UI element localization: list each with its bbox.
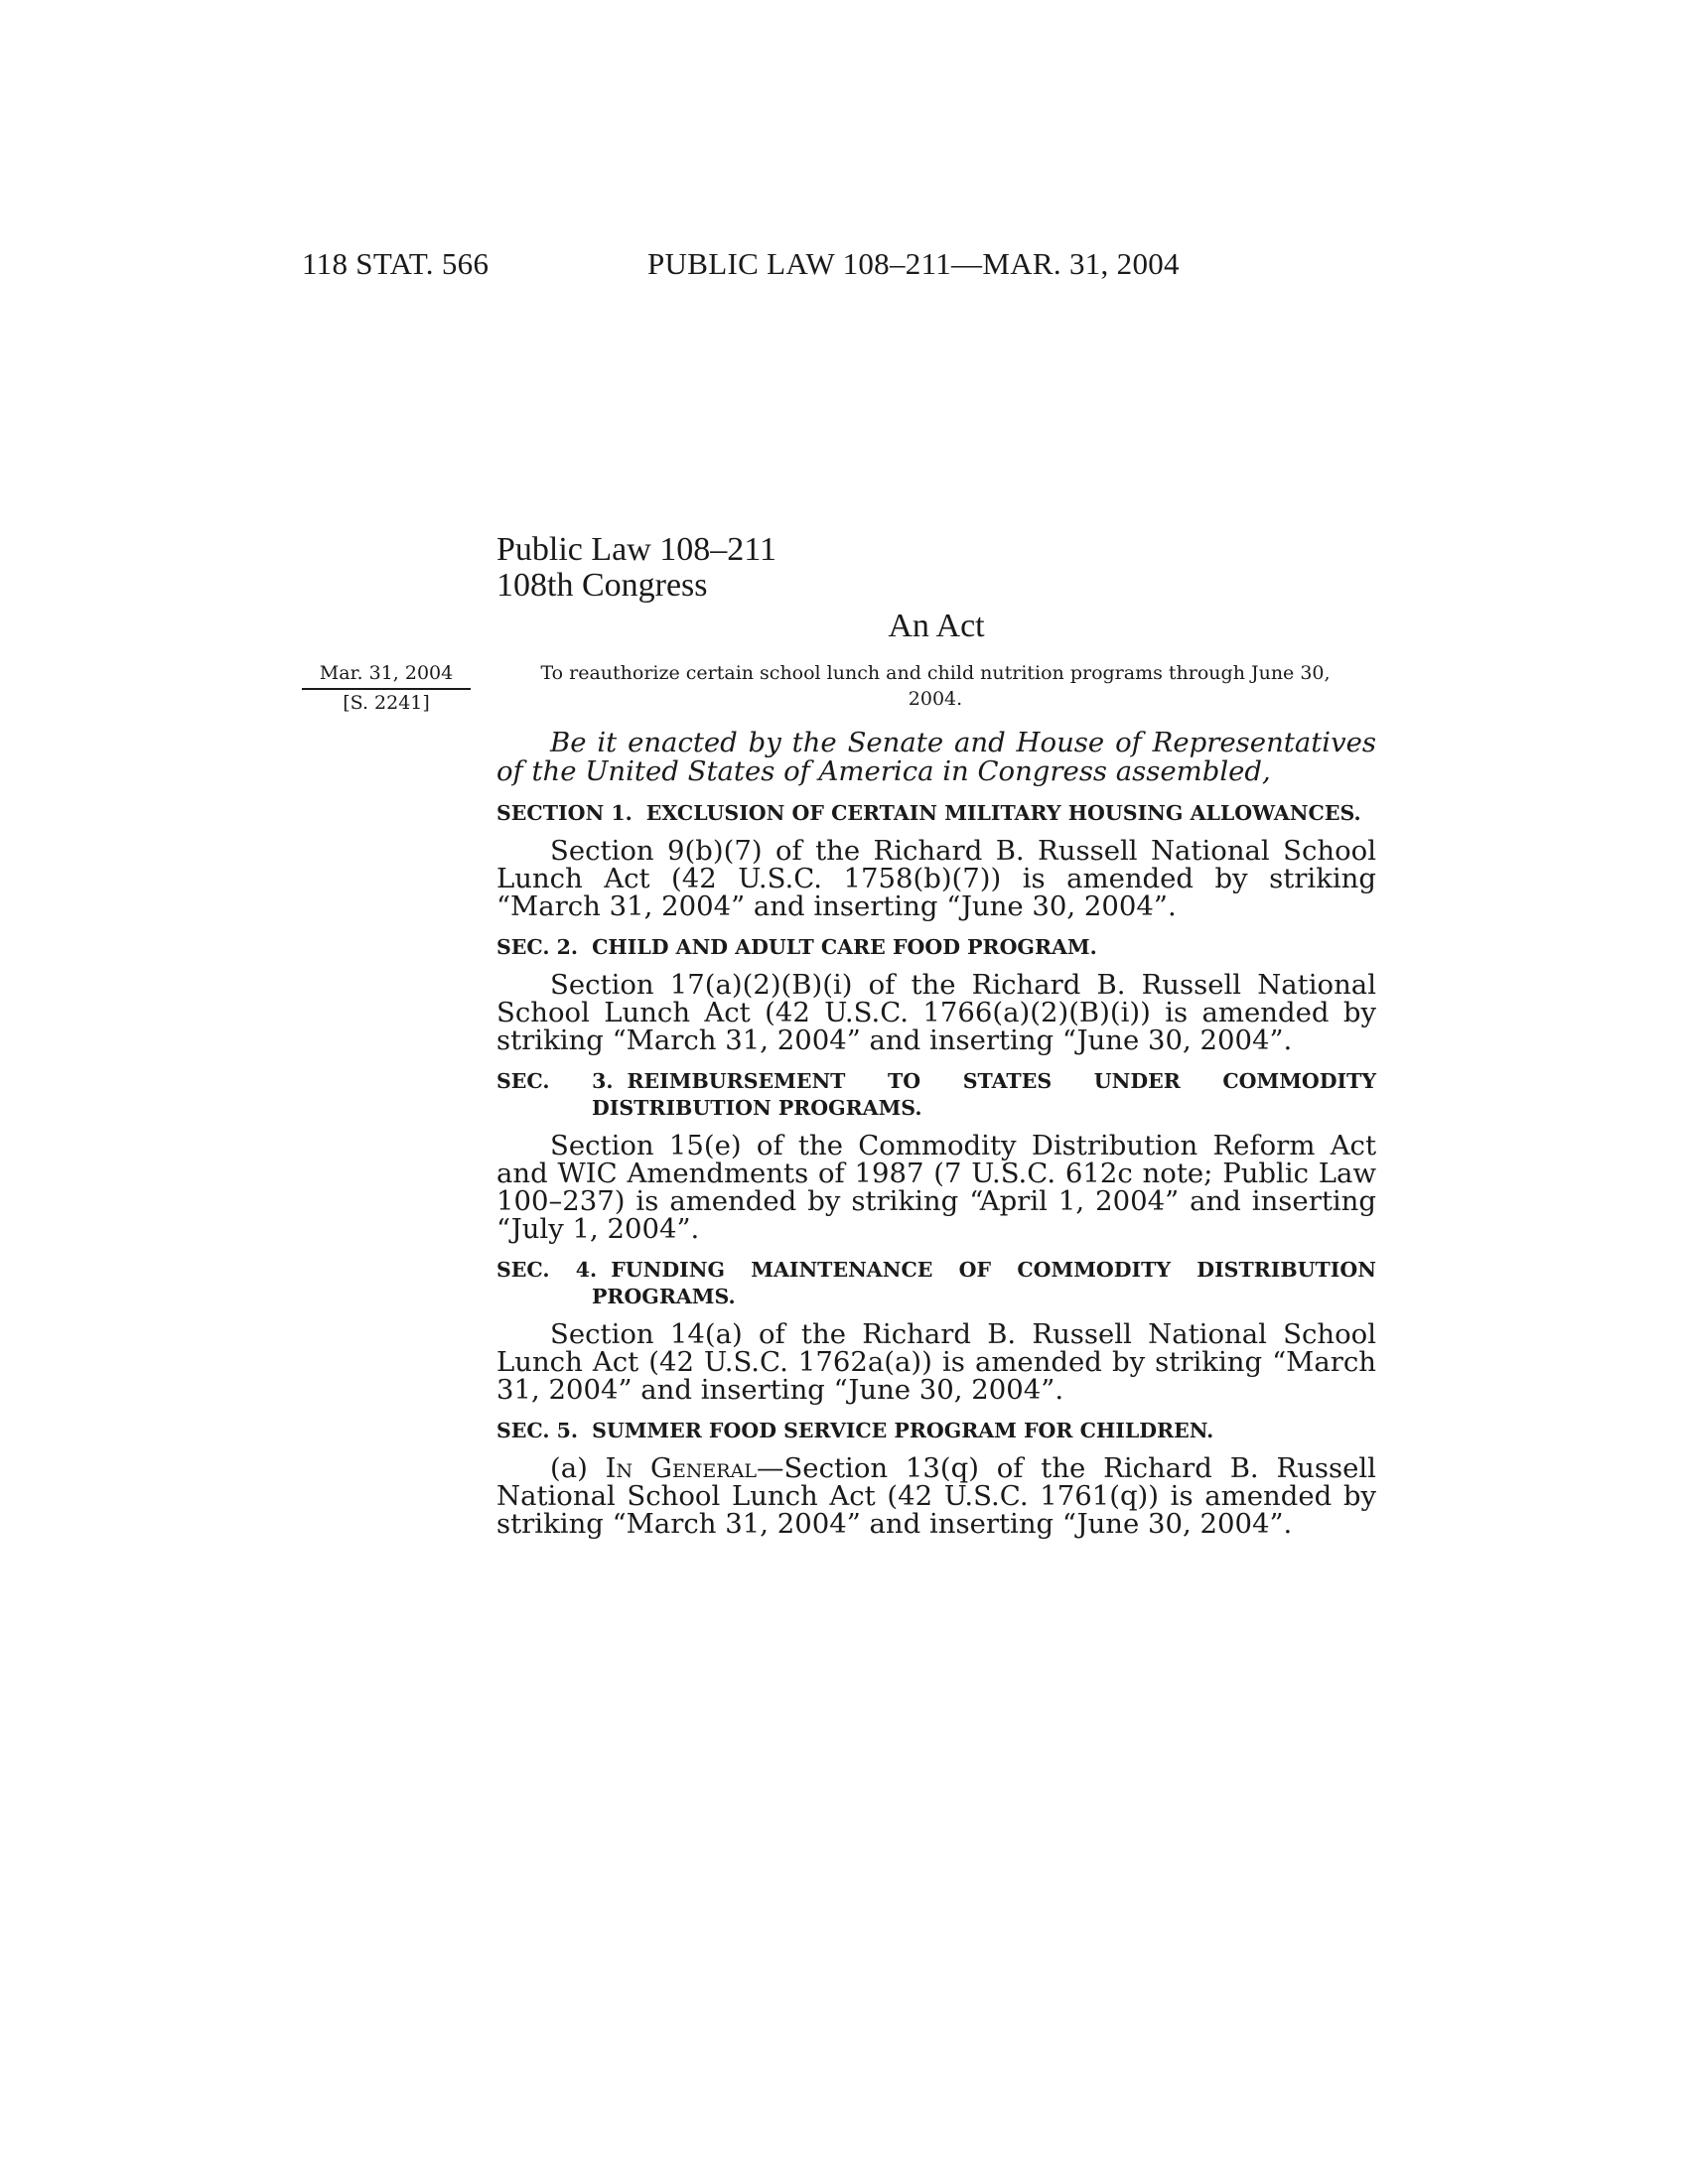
section-title: SUMMER FOOD SERVICE PROGRAM FOR CHILDREN. (592, 1419, 1214, 1442)
law-title-block (496, 532, 776, 604)
section-title: CHILD AND ADULT CARE FOOD PROGRAM. (592, 935, 1097, 959)
enactment-date: Mar. 31, 2004 (302, 660, 471, 690)
section-heading (496, 1418, 1376, 1444)
margin-note (302, 660, 471, 717)
section-title: EXCLUSION OF CERTAIN MILITARY HOUSING ALLOWANCES. (645, 801, 1361, 825)
act-heading: An Act (888, 608, 985, 644)
section-number: SEC. 5. (496, 1419, 579, 1442)
section-title: REIMBURSEMENT TO STATES UNDER COMMODITY DISTRIBUTION PROGRAMS. (592, 1069, 1377, 1120)
section-text: Section 17(a)(2)(B)(i) of the Richard B. Russell National School Lunch Act (42 U.S.C. 1766(a)(2)(B)(i)) is amended by striking “March 31, 2004” and inserting “June 30, 2004”. (496, 969, 1376, 1056)
section-number: SECTION 1. (496, 801, 633, 825)
congress-number: 108th Congress (496, 567, 708, 604)
subsection-text: —Section 13(q) of the Richard B. Russell National School Lunch Act (42 U.S.C. 1761(q)) is amended by striking “March 31, 2004” and inserting “June 30, 2004”. (496, 1452, 1376, 1540)
section-text (496, 1454, 1376, 1538)
law-number: Public Law 108–211 (496, 531, 777, 568)
section-title: FUNDING MAINTENANCE OF COMMODITY DISTRIBUTION PROGRAMS. (592, 1258, 1376, 1308)
act-purpose: To reauthorize certain school lunch and child nutrition programs through June 30, 2004. (540, 662, 1331, 710)
act-body (496, 729, 1376, 1548)
page-header (302, 246, 1215, 286)
section-number: SEC. 4. (496, 1258, 598, 1282)
section-heading (496, 934, 1376, 961)
running-head: PUBLIC LAW 108–211—MAR. 31, 2004 (647, 246, 1180, 281)
enacting-clause: Be it enacted by the Senate and House of Representatives of the United States of America in Congress assembled, (496, 727, 1376, 787)
bill-number: [S. 2241] (343, 692, 430, 714)
section-heading (496, 1068, 1376, 1122)
section-number: SEC. 3. (496, 1069, 614, 1093)
section-text: Section 9(b)(7) of the Richard B. Russell National School Lunch Act (42 U.S.C. 1758(b)(7)) is amended by striking “March 31, 2004” and inserting “June 30, 2004”. (496, 835, 1376, 922)
section-heading (496, 800, 1376, 827)
section-text: Section 14(a) of the Richard B. Russell National School Lunch Act (42 U.S.C. 1762a(a)) is amended by striking “March 31, 2004” and inserting “June 30, 2004”. (496, 1318, 1376, 1406)
section-heading (496, 1257, 1376, 1310)
statute-page-number: 118 STAT. 566 (302, 246, 490, 281)
section-text: Section 15(e) of the Commodity Distribution Reform Act and WIC Amendments of 1987 (7 U.S.C. 612c note; Public Law 100–237) is amended by striking “April 1, 2004” and inserting “July 1, 2004”. (496, 1130, 1376, 1245)
subsection-heading: In General (605, 1452, 757, 1484)
subsection-label: (a) (550, 1452, 588, 1484)
section-number: SEC. 2. (496, 935, 579, 959)
